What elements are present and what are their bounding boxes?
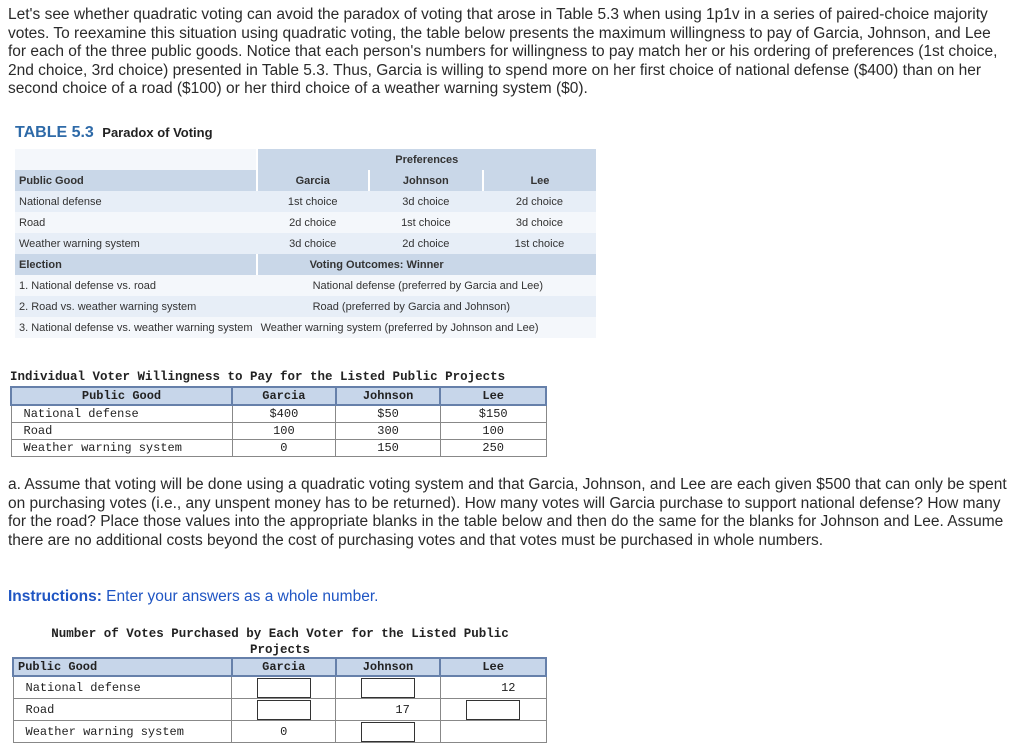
col-garcia: Garcia [232, 387, 336, 405]
table-row: 3. National defense vs. weather warning system Weather warning system (preferred by Johnson and Lee) [15, 317, 596, 338]
table-row: Weather warning system 0 [13, 721, 546, 743]
col-public-good: Public Good [13, 658, 232, 676]
paradox-of-voting-table [15, 149, 596, 338]
col-garcia: Garcia [257, 170, 369, 191]
garcia-weather-value: 0 [232, 721, 336, 743]
table-row: National defense 12 [13, 676, 546, 699]
question-a: a. Assume that voting will be done using a quadratic voting system and that Garcia, Johnson, and Lee are each given $500 that can only be spent on purchasing votes (i.e., any unspent money has to be returned). How many votes will Garcia purchase to support national defense? How many for the road? Place those values into the appropriate blanks in the table below and then do the same for the blanks for Johnson and Lee. Assume there are no additional costs beyond the cost of purchasing votes and that votes must be purchased in whole numbers. [8, 476, 1007, 549]
votes-table-title: Number of Votes Purchased by Each Voter for the Listed Public Projects [51, 627, 509, 657]
wtp-table [10, 386, 547, 457]
table-row: National defense 1st choice 3d choice 2d choice [15, 191, 596, 212]
col-johnson: Johnson [336, 387, 441, 405]
table-row: 1. National defense vs. road National defense (preferred by Garcia and Lee) [15, 275, 596, 296]
table-row: Road 2d choice 1st choice 3d choice [15, 212, 596, 233]
johnson-national-defense-input[interactable] [361, 678, 415, 698]
johnson-weather-input[interactable] [361, 722, 415, 742]
instructions-label: Instructions: [8, 588, 102, 605]
table-row: 2. Road vs. weather warning system Road (preferred by Garcia and Johnson) [15, 296, 596, 317]
table-row: Road 100 300 100 [11, 423, 546, 440]
col-johnson: Johnson [369, 170, 483, 191]
table-5-3-title [15, 124, 213, 142]
table-row: Weather warning system 3d choice 2d choice 1st choice [15, 233, 596, 254]
lee-road-input[interactable] [466, 700, 520, 720]
intro-paragraph: Let's see whether quadratic voting can avoid the paradox of voting that arose in Table 5.3 when using 1p1v in a series of paired-choice majority votes. To reexamine this situation using quadratic voting, the table below presents the maximum willingness to pay of Garcia, Johnson, and Lee for each of the three public goods. Notice that each person's numbers for willingness to pay match her or his ordering of preferences (1st choice, 2nd choice, 3rd choice) presented in Table 5.3. Thus, Garcia is willing to spend more on her first choice of national defense ($400) than on her second choice of a road ($100) or her third choice of a weather warning system ($0). [8, 6, 998, 98]
instructions-text: Enter your answers as a whole number. [101, 588, 379, 605]
garcia-road-input[interactable] [257, 700, 311, 720]
col-garcia: Garcia [232, 658, 336, 676]
table-row: National defense $400 $50 $150 [11, 405, 546, 423]
votes-table [12, 657, 547, 743]
table-5-3-subtitle: Paradox of Voting [102, 125, 213, 140]
col-lee: Lee [440, 658, 546, 676]
election-header: Election [19, 258, 62, 271]
preferences-header: Preferences [257, 149, 596, 170]
table-row: Road 17 [13, 699, 546, 721]
garcia-national-defense-input[interactable] [257, 678, 311, 698]
wtp-table-title: Individual Voter Willingness to Pay for the Listed Public Projects [10, 370, 506, 384]
table-row: Weather warning system 0 150 250 [11, 440, 546, 457]
col-public-good: Public Good [19, 174, 84, 187]
johnson-road-value: 17 [336, 699, 441, 721]
col-lee: Lee [440, 387, 546, 405]
table-5-3-label: TABLE 5.3 [15, 124, 94, 141]
col-lee: Lee [483, 170, 596, 191]
col-johnson: Johnson [336, 658, 441, 676]
col-public-good: Public Good [11, 387, 232, 405]
lee-national-defense-value: 12 [440, 676, 546, 699]
instructions [8, 588, 378, 606]
outcomes-header: Voting Outcomes: Winner [257, 254, 596, 275]
